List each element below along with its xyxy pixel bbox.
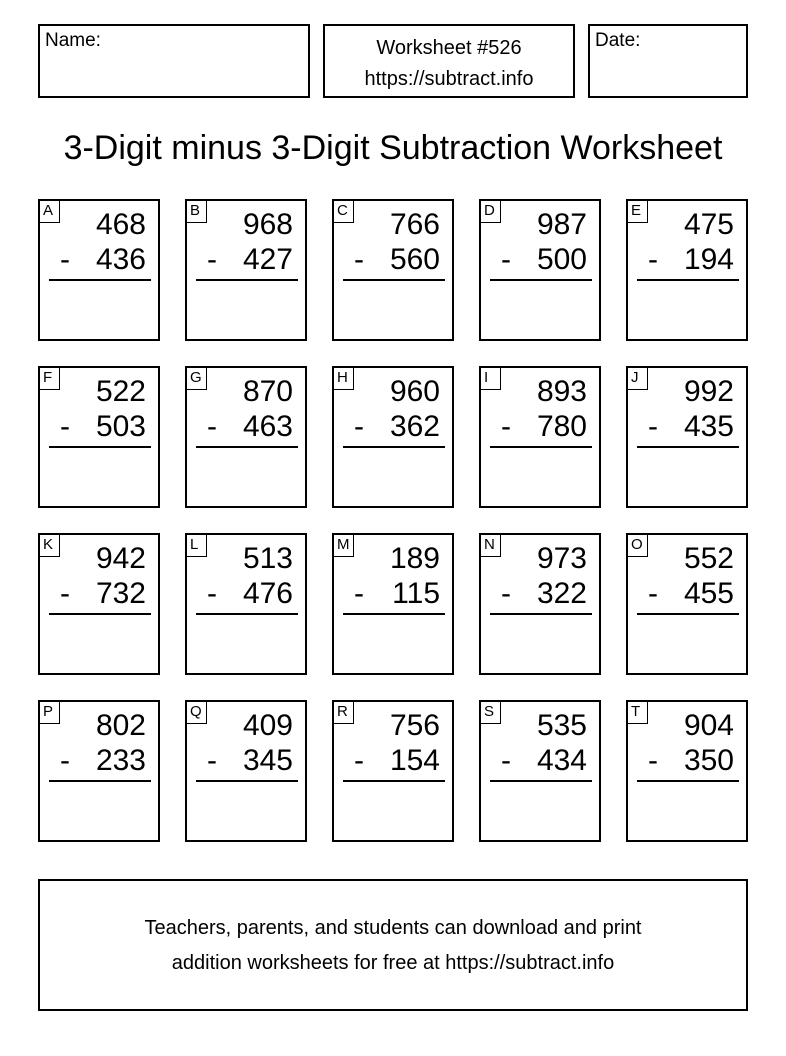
subtrahend: 455: [683, 577, 734, 610]
problem-label: L: [187, 535, 207, 557]
problem-label: I: [481, 368, 501, 390]
answer-line: [196, 279, 298, 281]
minus-sign: -: [207, 577, 217, 610]
answer-line: [49, 613, 151, 615]
minuend: 968: [242, 208, 293, 241]
problem-label: B: [187, 201, 207, 223]
problem-box[interactable]: [479, 700, 601, 842]
minus-sign: -: [648, 744, 658, 777]
problem-label: A: [40, 201, 60, 223]
answer-line: [196, 780, 298, 782]
subtrahend: 233: [95, 744, 146, 777]
problem-label: F: [40, 368, 60, 390]
subtrahend: 345: [242, 744, 293, 777]
problem-box[interactable]: [38, 700, 160, 842]
minuend: 942: [95, 542, 146, 575]
problem-label: O: [628, 535, 648, 557]
minus-sign: -: [354, 577, 364, 610]
minuend: 893: [536, 375, 587, 408]
problem-box[interactable]: [185, 533, 307, 675]
minus-sign: -: [648, 410, 658, 443]
subtrahend: 476: [242, 577, 293, 610]
problem-box[interactable]: [332, 533, 454, 675]
subtrahend: 350: [683, 744, 734, 777]
answer-line: [49, 446, 151, 448]
minuend: 409: [242, 709, 293, 742]
problem-box[interactable]: [332, 700, 454, 842]
problem-label: G: [187, 368, 207, 390]
problem-box[interactable]: [479, 199, 601, 341]
minus-sign: -: [501, 577, 511, 610]
subtrahend: 732: [95, 577, 146, 610]
subtrahend: 322: [536, 577, 587, 610]
problem-box[interactable]: [332, 366, 454, 508]
subtrahend: 560: [389, 243, 440, 276]
minuend: 468: [95, 208, 146, 241]
answer-line: [343, 613, 445, 615]
minuend: 756: [389, 709, 440, 742]
problem-label: P: [40, 702, 60, 724]
problem-box[interactable]: [38, 366, 160, 508]
minuend: 987: [536, 208, 587, 241]
minuend: 552: [683, 542, 734, 575]
problem-box[interactable]: [38, 199, 160, 341]
date-label: Date:: [595, 30, 641, 51]
minuend: 535: [536, 709, 587, 742]
answer-line: [196, 446, 298, 448]
worksheet-number: Worksheet #526: [376, 37, 522, 59]
problem-box[interactable]: [185, 366, 307, 508]
subtrahend: 780: [536, 410, 587, 443]
minus-sign: -: [60, 243, 70, 276]
worksheet-url[interactable]: https://subtract.info: [364, 68, 534, 90]
subtrahend: 435: [683, 410, 734, 443]
minus-sign: -: [60, 410, 70, 443]
problem-box[interactable]: [626, 700, 748, 842]
subtrahend: 427: [242, 243, 293, 276]
minus-sign: -: [648, 243, 658, 276]
answer-line: [490, 613, 592, 615]
minuend: 802: [95, 709, 146, 742]
subtrahend: 500: [536, 243, 587, 276]
subtrahend: 154: [389, 744, 440, 777]
minuend: 870: [242, 375, 293, 408]
problem-box[interactable]: [332, 199, 454, 341]
problem-label: R: [334, 702, 354, 724]
minus-sign: -: [501, 744, 511, 777]
answer-line: [490, 279, 592, 281]
minus-sign: -: [60, 577, 70, 610]
answer-line: [637, 279, 739, 281]
problem-label: N: [481, 535, 501, 557]
problem-label: T: [628, 702, 648, 724]
name-label: Name:: [45, 30, 101, 51]
minus-sign: -: [354, 744, 364, 777]
problem-box[interactable]: [626, 199, 748, 341]
subtrahend: 362: [389, 410, 440, 443]
answer-line: [196, 613, 298, 615]
answer-line: [49, 279, 151, 281]
subtrahend: 194: [683, 243, 734, 276]
problem-box[interactable]: [38, 533, 160, 675]
minus-sign: -: [60, 744, 70, 777]
minuend: 189: [389, 542, 440, 575]
subtrahend: 434: [536, 744, 587, 777]
footer-line-2: addition worksheets for free at https://subtract.info: [171, 952, 615, 974]
minus-sign: -: [354, 410, 364, 443]
footer-box: [38, 879, 748, 1011]
answer-line: [637, 780, 739, 782]
minus-sign: -: [207, 744, 217, 777]
subtrahend: 436: [95, 243, 146, 276]
answer-line: [637, 446, 739, 448]
minus-sign: -: [648, 577, 658, 610]
problem-label: J: [628, 368, 648, 390]
page-title: 3-Digit minus 3-Digit Subtraction Worksheet: [63, 129, 723, 167]
problem-box[interactable]: [626, 366, 748, 508]
answer-line: [49, 780, 151, 782]
problem-label: D: [481, 201, 501, 223]
problem-label: H: [334, 368, 354, 390]
minuend: 513: [242, 542, 293, 575]
minus-sign: -: [207, 243, 217, 276]
answer-line: [490, 446, 592, 448]
minuend: 992: [683, 375, 734, 408]
subtrahend: 463: [242, 410, 293, 443]
problem-label: S: [481, 702, 501, 724]
problem-label: M: [334, 535, 354, 557]
problem-label: E: [628, 201, 648, 223]
minuend: 766: [389, 208, 440, 241]
minuend: 960: [389, 375, 440, 408]
minus-sign: -: [207, 410, 217, 443]
answer-line: [490, 780, 592, 782]
problem-label: K: [40, 535, 60, 557]
problem-box[interactable]: [185, 199, 307, 341]
minuend: 475: [683, 208, 734, 241]
problem-label: C: [334, 201, 354, 223]
minuend: 973: [536, 542, 587, 575]
problem-box[interactable]: [185, 700, 307, 842]
minus-sign: -: [501, 243, 511, 276]
subtrahend: 115: [392, 577, 440, 610]
minus-sign: -: [501, 410, 511, 443]
answer-line: [637, 613, 739, 615]
minuend: 904: [683, 709, 734, 742]
answer-line: [343, 446, 445, 448]
problem-label: Q: [187, 702, 207, 724]
problem-box[interactable]: [479, 533, 601, 675]
problem-box[interactable]: [479, 366, 601, 508]
subtrahend: 503: [95, 410, 146, 443]
answer-line: [343, 780, 445, 782]
answer-line: [343, 279, 445, 281]
minus-sign: -: [354, 243, 364, 276]
problem-box[interactable]: [626, 533, 748, 675]
minuend: 522: [95, 375, 146, 408]
footer-line-1: Teachers, parents, and students can download and print: [144, 917, 642, 939]
